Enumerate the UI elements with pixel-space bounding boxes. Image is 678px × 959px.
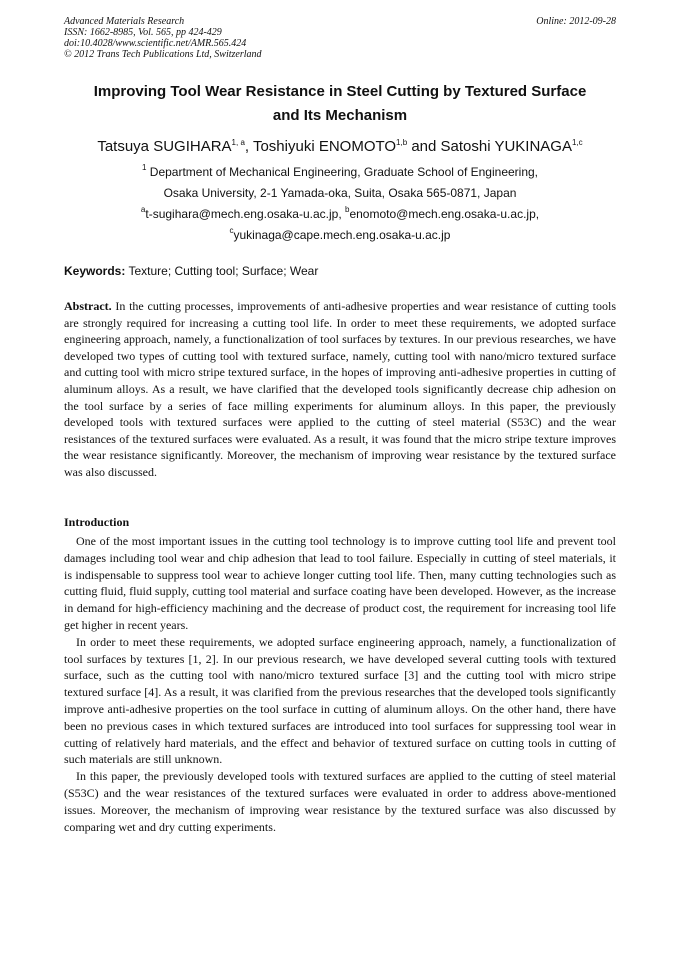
author-2-affil: 1,b bbox=[396, 138, 408, 147]
copyright-line: © 2012 Trans Tech Publications Ltd, Switzerland bbox=[64, 49, 262, 60]
email-b-sup: b bbox=[345, 205, 350, 214]
author-2: , Toshiyuki ENOMOTO bbox=[244, 138, 397, 155]
affiliation-line-1 bbox=[64, 162, 616, 183]
intro-paragraph-1: One of the most important issues in the cutting tool technology is to improve cutting tool life and prevent tool damages including tool wear and chip adhesion that lead to tool failure. Especially in cutting of steel materials, it is indispensable to suppress tool wear to achieve longer cutting tool life. Then, many cutting technologies such as cutting fluid, fluid supply, cutting tool material and surface coating have been developed. However, as the increase in demand for high-efficiency machining and the decrease of product cost, the requirement for increasing tool life get higher in recent years. bbox=[64, 534, 616, 632]
affiliation-line-2: Osaka University, 2-1 Yamada-oka, Suita, Osaka 565-0871, Japan bbox=[163, 186, 517, 200]
email-a-sup: a bbox=[140, 205, 146, 214]
author-1-affil: 1, a bbox=[231, 138, 245, 147]
email-c: yukinaga@cape.mech.eng.osaka-u.ac.jp bbox=[233, 228, 451, 242]
intro-paragraph-3: In this paper, the previously developed tools with textured surfaces are applied to the cutting of steel material (S53C) and the wear resistances of the textured surfaces were evaluated in order to address above-mentioned issues. Moreover, the mechanism of improving wear resistance by the textured surface was also discussed by comparing wet and dry cutting experiments. bbox=[64, 769, 616, 834]
abstract bbox=[64, 298, 616, 481]
author-3: and Satoshi YUKINAGA bbox=[407, 138, 572, 155]
doi-line: doi:10.4028/www.scientific.net/AMR.565.424 bbox=[64, 38, 247, 49]
journal-name: Advanced Materials Research bbox=[64, 16, 185, 27]
introduction-body bbox=[64, 533, 616, 835]
introduction-heading: Introduction bbox=[64, 515, 130, 529]
affiliation-block bbox=[64, 162, 616, 246]
author-1: Tatsuya SUGIHARA bbox=[97, 138, 232, 155]
abstract-text: In the cutting processes, improvements of anti-adhesive properties and wear resistance of cutting tools are strongly required for increasing a cutting tool life. In order to meet these requirements, we adopted surface engineering approach, namely, a functionalization of tool surfaces by textures. In our previous researches, we have developed two types of cutting tool with textured surface, namely, cutting tool with nano/micro textured surface and cutting tool with micro stripe textured surface, in the hopes of improving anti-adhesive properties in cutting of aluminum alloys. As a result, we have clarified that the developed tools significantly decrease chip adhesion on the tool surface by a series of face milling experiments for aluminum alloys. In this paper, the previously developed tools with textured surfaces were applied to the cutting of steel material (S53C) and the wear resistances of the textured surfaces were evaluated. As a result, it was found that the micro stripe texture improves the wear resistance significantly. Moreover, the mechanism of improving wear resistance by the textured surface was also discussed. bbox=[64, 299, 616, 479]
online-date: Online: 2012-09-28 bbox=[536, 16, 616, 27]
email-a: t-sugihara@mech.eng.osaka-u.ac.jp, bbox=[145, 207, 345, 221]
paper-title bbox=[64, 80, 616, 128]
keywords-text: Texture; Cutting tool; Surface; Wear bbox=[125, 264, 319, 278]
intro-paragraph-2: In order to meet these requirements, we adopted surface engineering approach, namely, a functionalization of tool surfaces by textures [1, 2]. In our previous research, we have developed several cutting tools with textured surface, such as the cutting tool with nano/micro textured surface [3] and the cutting tool with micro stripe textured surface [4]. As a result, it was clarified from the previous researches that the developed tools significantly improve anti-adhesive properties on the tool surface in cutting of aluminum alloys. On the other hand, there have been no previous cases in which textured surfaces are introduced into tool surfaces for suppressing tool wear in cutting of relatively hard materials, and the effect and behavior of textured surface on cutting tools in cutting of such materials are still unknown. bbox=[64, 634, 616, 767]
title-line-1: Improving Tool Wear Resistance in Steel Cutting by Textured Surface bbox=[93, 83, 587, 100]
email-c-sup: c bbox=[229, 226, 234, 235]
title-line-2: and Its Mechanism bbox=[272, 107, 408, 124]
author-list bbox=[64, 136, 616, 158]
author-3-affil: 1,c bbox=[571, 138, 583, 147]
abstract-label: Abstract. bbox=[64, 299, 112, 313]
email-line-1 bbox=[64, 204, 616, 225]
affiliation-sup: 1 bbox=[141, 163, 147, 172]
keywords bbox=[64, 263, 616, 279]
email-line-2 bbox=[64, 225, 616, 246]
issn-line: ISSN: 1662-8985, Vol. 565, pp 424-429 bbox=[64, 27, 222, 38]
affiliation-dept: Department of Mechanical Engineering, Graduate School of Engineering, bbox=[146, 165, 539, 179]
email-b: enomoto@mech.eng.osaka-u.ac.jp, bbox=[349, 207, 540, 221]
journal-header bbox=[64, 16, 616, 60]
keywords-label: Keywords: bbox=[64, 264, 126, 278]
